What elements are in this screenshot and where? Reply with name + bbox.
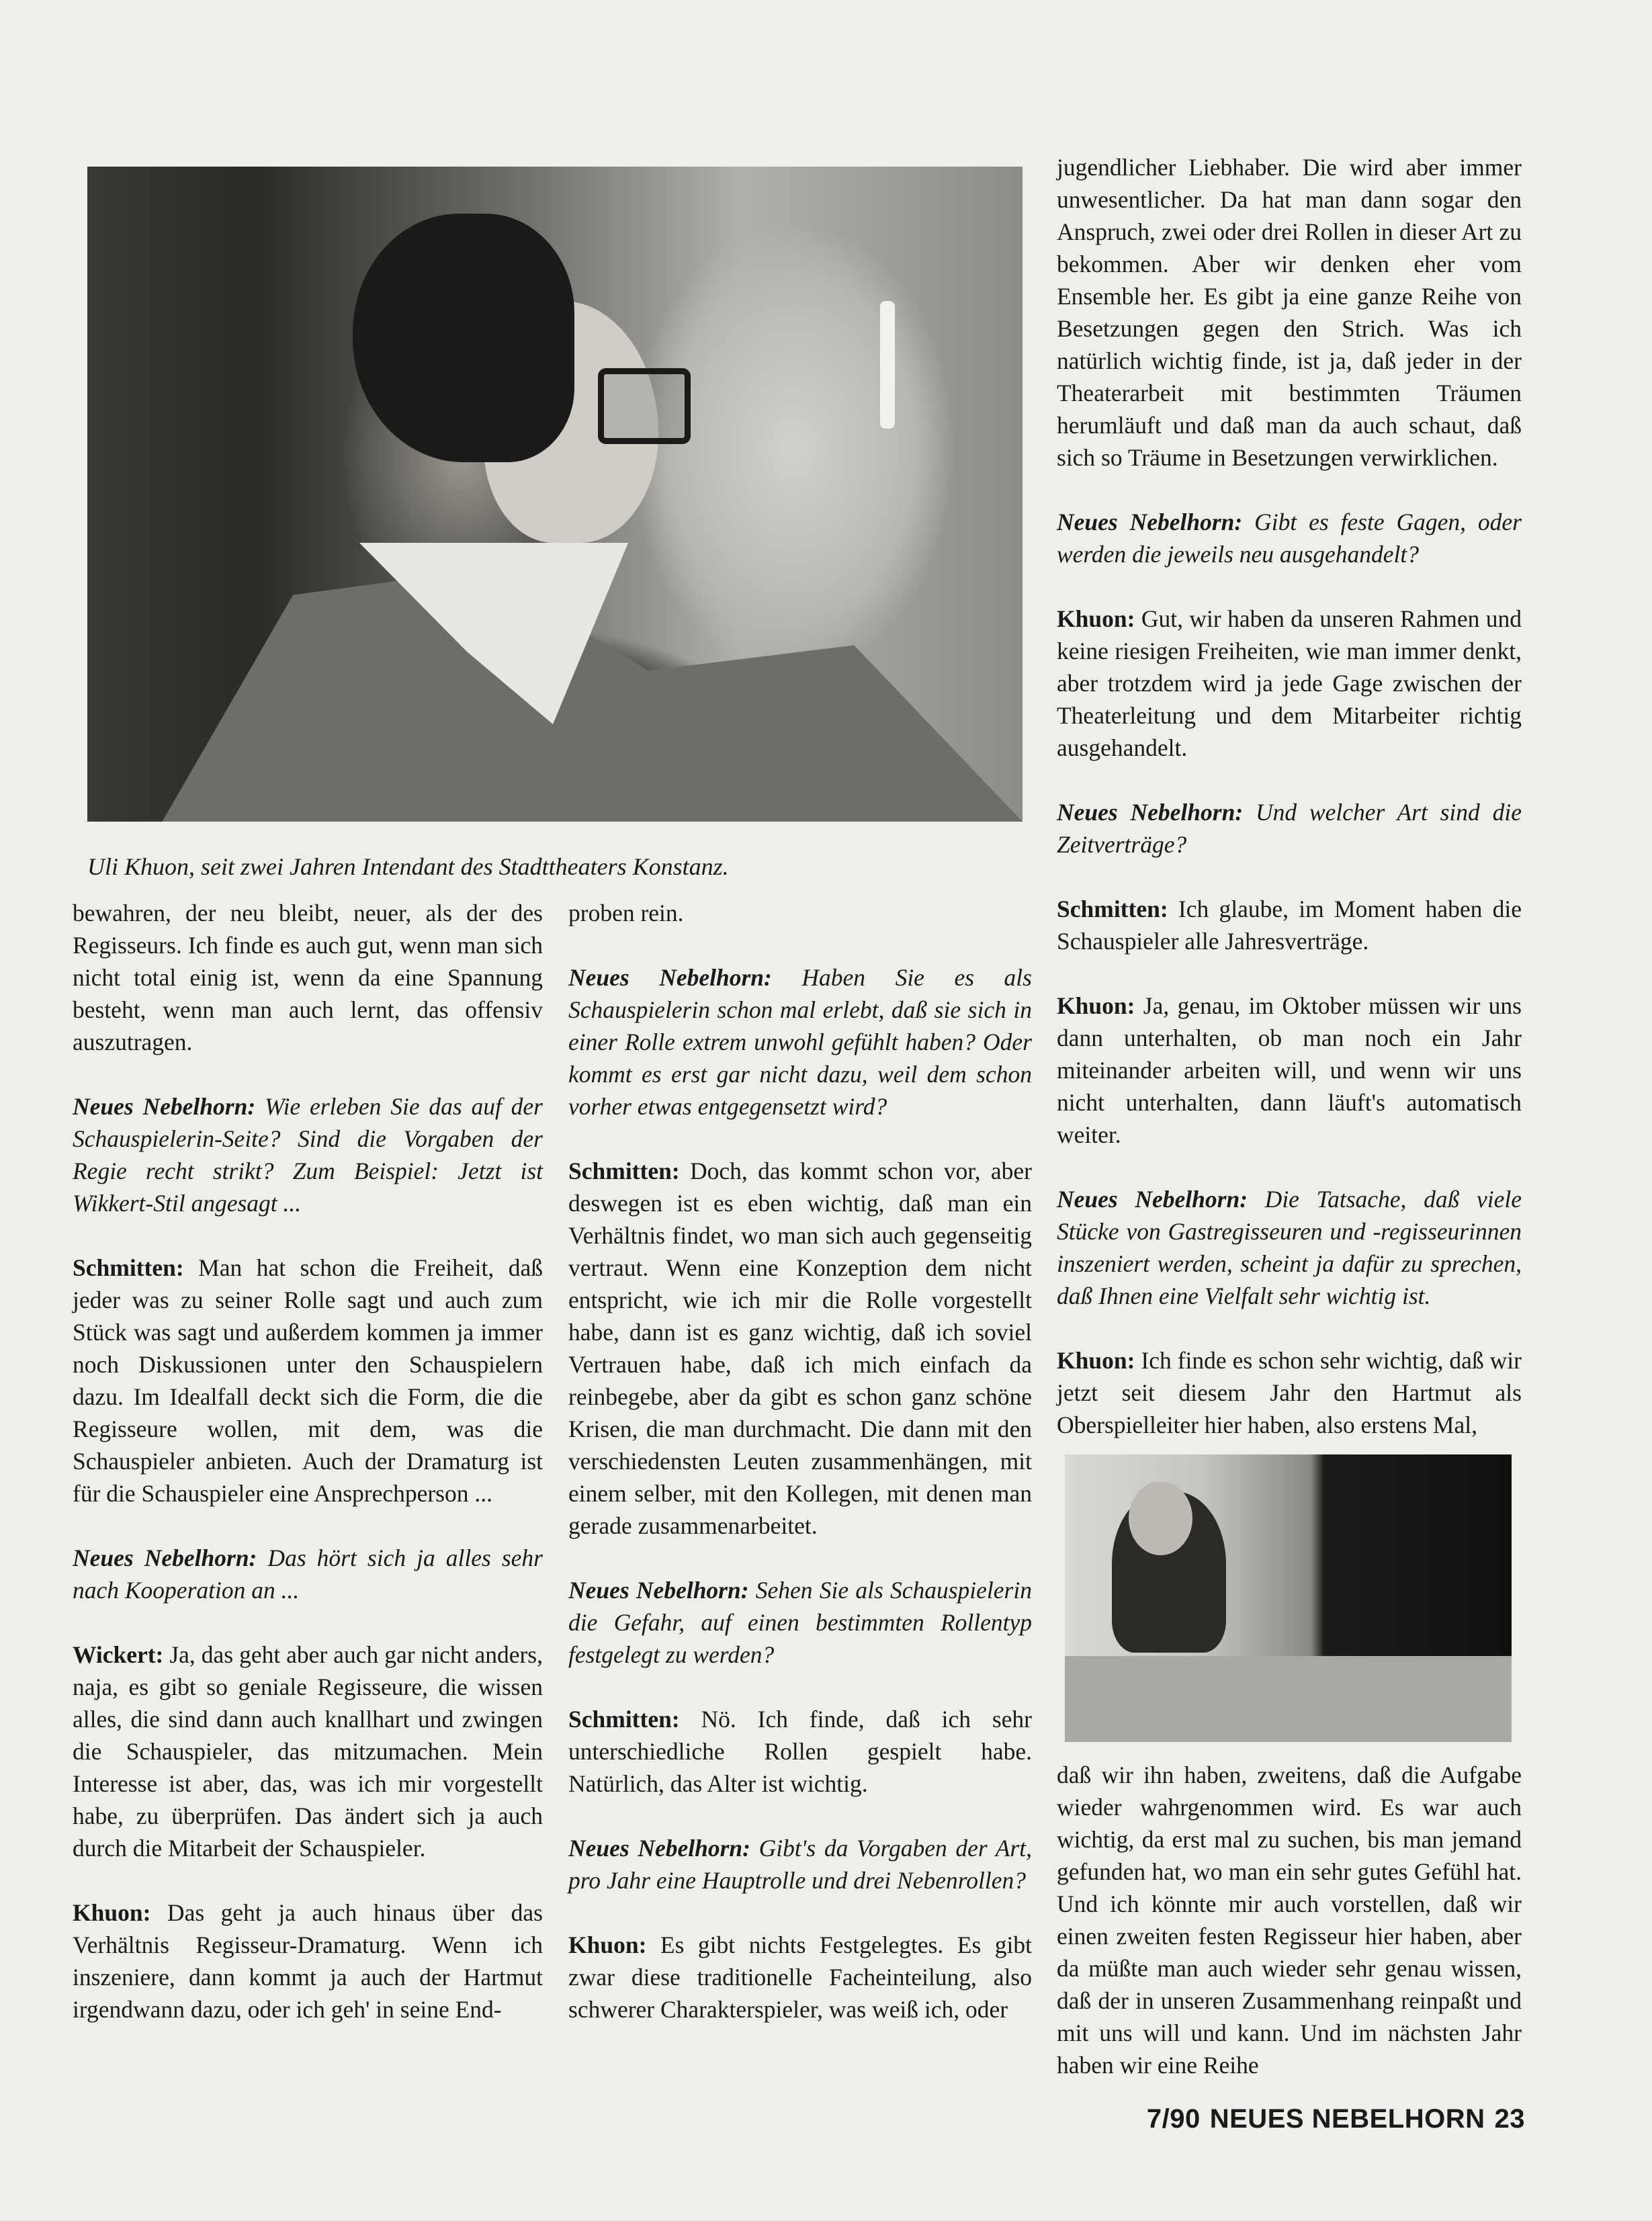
magazine-name: NEUES NEBELHORN <box>1209 2104 1485 2134</box>
interview-question <box>1057 1183 1522 1312</box>
speaker-name: Khuon: <box>1057 992 1135 1019</box>
speaker-name: Schmitten: <box>73 1254 184 1281</box>
interview-answer <box>1057 1759 1522 2081</box>
speaker-name: Neues Nebelhorn: <box>1057 509 1243 535</box>
speaker-name: Neues Nebelhorn: <box>1057 1186 1248 1213</box>
paragraph-text: Man hat schon die Freiheit, daß jeder was zu seiner Rolle sagt und auch zum Stück was sagt und außerdem kommen ja immer noch Diskussionen unter den Schauspielern dazu. Im Idealfall deckt sich die Form, die die Regisseure wollen, mit dem, was die Schauspieler anbieten. Auch der Dramaturg ist für die Schauspieler eine Ansprechperson ... <box>73 1254 543 1507</box>
interview-answer <box>73 1897 543 2026</box>
seated-man-photo <box>1065 1454 1512 1742</box>
portrait-photo <box>87 167 1023 822</box>
paragraph-text: Wie erleben Sie das auf der Schauspielerin-Seite? Sind die Vorgaben der Regie recht strikt? Zum Beispiel: Jetzt ist Wikkert-Stil angesagt ... <box>73 1093 543 1217</box>
speaker-name: Schmitten: <box>568 1158 680 1184</box>
paragraph-text: Gut, wir haben da unseren Rahmen und keine riesigen Freiheiten, wie man immer denkt, aber trotzdem wird ja jede Gage zwischen der Theaterleitung und dem Mitarbeiter richtig ausgehandelt. <box>1057 605 1522 761</box>
interview-answer <box>568 1703 1032 1800</box>
speaker-name: Neues Nebelhorn: <box>568 1835 751 1862</box>
interview-question <box>1057 796 1522 861</box>
speaker-name: Schmitten: <box>568 1706 680 1733</box>
interview-answer <box>568 1155 1032 1542</box>
paragraph-text: proben rein. <box>568 900 684 926</box>
paragraph-text: Haben Sie es als Schauspielerin schon mal erlebt, daß sie sich in einer Rolle extrem unwohl gefühlt haben? Oder kommt es erst gar nicht dazu, weil dem schon vorher etwas entgegensetzt wird? <box>568 964 1032 1120</box>
text-column-left <box>73 897 543 2058</box>
paragraph-text: Nö. Ich finde, daß ich sehr unterschiedliche Rollen gespielt habe. Natürlich, das Alter ist wichtig. <box>568 1706 1032 1797</box>
speaker-name: Khuon: <box>568 1931 647 1958</box>
paragraph-text: Doch, das kommt schon vor, aber deswegen ist es eben wichtig, daß man ein Verhältnis findet, wo man sich auch gegenseitig vertraut. Wenn eine Konzeption dem nicht entspricht, wie ich mir die Rolle vorgestellt habe, dann ist es ganz wichtig, daß ich soviel Vertrauen habe, daß ich mich einfach da reinbegebe, aber da gibt es schon ganz schöne Krisen, die man durchmacht. Die dann mit den verschiedensten Leuten zusammenhängen, mit einem selber, mit den Kollegen, mit denen man gerade zusammenarbeitet. <box>568 1158 1032 1539</box>
interview-question <box>568 1832 1032 1897</box>
interview-answer <box>1057 1344 1522 1441</box>
interview-answer <box>73 1639 543 1864</box>
paragraph-text: daß wir ihn haben, zweitens, daß die Aufgabe wieder wahrgenommen wird. Es war auch wichtig, da erst mal zu suchen, bis man jemand gefunden hat, wo man ein sehr gutes Gefühl hat. Und ich könnte mir auch vorstellen, daß wir einen zweiten festen Regisseur hier haben, aber da müßte man auch wieder sehr genau wissen, daß der in unseren Zusammenhang reinpaßt und mit uns will und kann. Und im nächsten Jahr haben wir eine Reihe <box>1057 1761 1522 2079</box>
page-number: 23 <box>1494 2104 1525 2134</box>
interview-question <box>73 1090 543 1219</box>
speaker-name: Khuon: <box>1057 605 1135 632</box>
interview-answer <box>73 897 543 1058</box>
speaker-name: Khuon: <box>1057 1347 1135 1374</box>
speaker-name: Neues Nebelhorn: <box>73 1544 257 1571</box>
speaker-name: Neues Nebelhorn: <box>1057 799 1244 826</box>
paragraph-text: Das hört sich ja alles sehr nach Kooperation an ... <box>73 1544 543 1604</box>
speaker-name: Schmitten: <box>1057 896 1168 922</box>
paragraph-text: Die Tatsache, daß viele Stücke von Gastregisseuren und -regisseurinnen inszeniert werden, scheint ja dafür zu sprechen, daß Ihnen eine Vielfalt sehr wichtig ist. <box>1057 1186 1522 1309</box>
paragraph-text: Es gibt nichts Festgelegtes. Es gibt zwar diese traditionelle Facheinteilung, also schwerer Charakterspieler, was weiß ich, oder <box>568 1931 1032 2023</box>
interview-answer <box>1057 603 1522 764</box>
interview-answer <box>568 897 1032 929</box>
interview-question <box>73 1542 543 1606</box>
interview-answer <box>1057 151 1522 474</box>
paragraph-text: Ja, genau, im Oktober müssen wir uns dann unterhalten, ob man noch ein Jahr miteinander arbeiten will, und wenn wir uns nicht unterhalten, dann läuft's automatisch weiter. <box>1057 992 1522 1148</box>
paragraph-text: bewahren, der neu bleibt, neuer, als der des Regisseurs. Ich finde es auch gut, wenn man sich nicht total einig ist, wenn da eine Spannung besteht, wenn man auch lernt, das offensiv auszutragen. <box>73 900 543 1055</box>
interview-question <box>1057 506 1522 570</box>
interview-question <box>568 961 1032 1123</box>
paragraph-text: Gibt's da Vorgaben der Art, pro Jahr eine Hauptrolle und drei Nebenrollen? <box>568 1835 1032 1894</box>
paragraph-text: Das geht ja auch hinaus über das Verhältnis Regisseur-Dramaturg. Wenn ich inszeniere, dann kommt ja auch der Hartmut irgendwann dazu, oder ich geh' in seine End- <box>73 1899 543 2023</box>
interview-answer <box>1057 990 1522 1151</box>
paragraph-text: Ich finde es schon sehr wichtig, daß wir jetzt seit diesem Jahr den Hartmut als Oberspielleiter hier haben, also erstens Mal, <box>1057 1347 1522 1438</box>
speaker-name: Khuon: <box>73 1899 151 1926</box>
interview-question <box>568 1574 1032 1671</box>
speaker-name: Wickert: <box>73 1641 164 1668</box>
interview-answer <box>568 1929 1032 2026</box>
speaker-name: Neues Nebelhorn: <box>73 1093 256 1120</box>
text-column-right-bottom <box>1057 1759 1522 2114</box>
paragraph-text: Ich glaube, im Moment haben die Schauspieler alle Jahresverträge. <box>1057 896 1522 955</box>
paragraph-text: Ja, das geht aber auch gar nicht anders, naja, es gibt so geniale Regisseure, die wissen alles, die sind dann auch knallhart und zwingen die Schauspieler, das mitzumachen. Mein Interesse ist aber, das, was ich mir vorgestellt habe, zu überprüfen. Das ändert sich ja auch durch die Mitarbeit der Schauspieler. <box>73 1641 543 1862</box>
text-column-middle <box>568 897 1032 2058</box>
paragraph-text: Gibt es feste Gagen, oder werden die jeweils neu ausgehandelt? <box>1057 509 1522 568</box>
photo-caption: Uli Khuon, seit zwei Jahren Intendant des Stadttheaters Konstanz. <box>87 853 729 880</box>
interview-answer <box>73 1252 543 1510</box>
paragraph-text: Sehen Sie als Schauspielerin die Gefahr, auf einen bestimmten Rollentyp festgelegt zu werden? <box>568 1577 1032 1668</box>
paragraph-text: Und welcher Art sind die Zeitverträge? <box>1057 799 1522 858</box>
issue-number: 7/90 <box>1146 2104 1201 2134</box>
interview-answer <box>1057 893 1522 957</box>
paragraph-text: jugendlicher Liebhaber. Die wird aber immer unwesentlicher. Da hat man dann sogar den Anspruch, zwei oder drei Rollen in dieser Art zu bekommen. Aber wir denken eher vom Ensemble her. Es gibt ja eine ganze Reihe von Besetzungen gegen den Strich. Was ich natürlich wichtig finde, ist ja, daß jeder in der Theaterarbeit mit bestimmten Träumen herumläuft und daß man da auch schaut, daß sich so Träume in Besetzungen verwirklichen. <box>1057 154 1522 471</box>
page-footer <box>1108 2104 1525 2134</box>
text-column-right-top <box>1057 151 1522 1473</box>
speaker-name: Neues Nebelhorn: <box>568 964 772 991</box>
speaker-name: Neues Nebelhorn: <box>568 1577 749 1604</box>
